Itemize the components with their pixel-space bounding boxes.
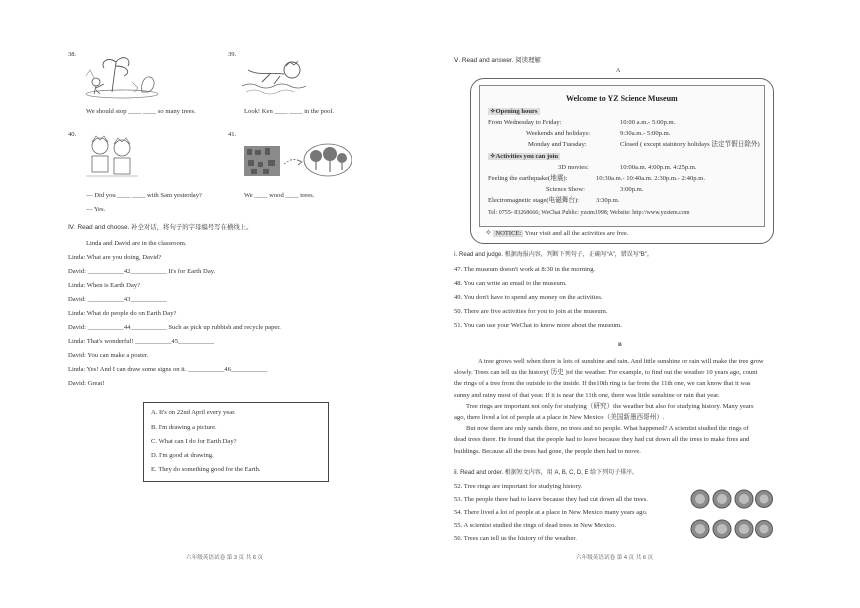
part-b-label: B [618,342,622,348]
judge-item-50: 50. There are five activities for you to join at the museum. [454,308,608,315]
choice-b: B. I'm drawing a picture. [151,424,217,431]
passage-line-4: sunny and rainy most of that year. If it is near the 11th one, there was little sunshine or rain that year. [454,391,720,399]
notice-row [485,228,628,238]
hours-row-1-value: 10:00 a.m.- 5:00p.m. [620,119,676,126]
dialogue-line-4: Linda: When is Earth Day? [68,282,141,289]
activity-3-value: 3:00p.m. [620,186,644,193]
dialogue-line-1: Linda and David are in the classroom. [86,240,187,247]
hours-row-3-label: Monday and Tuesday: [528,141,587,148]
order-item-53: 53. The people there had to leave because they had cut down all the trees. [454,496,648,503]
dialogue-line-3: David: ___________42___________ It's for Earth Day. [68,268,216,275]
judge-title: ⅰ. Read and judge. 根据海报内容，判断下列句子，正确写“A”，错误写“B”。 [454,252,653,258]
activity-2-label: Feeling the earthquake(地震): [488,175,568,182]
item-39-number: 39. [228,51,237,58]
activity-4-label: Electromagnetic stage(电磁舞台): [488,197,579,204]
part-a-label: A [616,68,621,74]
activity-1-value: 10:00a.m. 4:00p.m. 4:25p.m. [620,164,697,171]
judge-item-47: 47. The museum doesn't work at 8:30 in the morning. [454,266,596,273]
judge-item-49: 49. You don't have to spend any money on the activities. [454,294,603,301]
passage-line-7: But now there are only sands there, no trees and no people. What happened? A scientist studied the rings of [466,425,749,433]
passage-line-8: dead trees there. He found that the people had to leave because they had cut down all the trees to make fires and [454,436,750,444]
sparkle-icon: ✧ [485,228,492,237]
poster-contact: Tel: 0755- 83268666; WeChat Public: yzstm1998; Website: http://www.yzstem.com [488,210,690,216]
kids-playing-image [82,132,142,182]
order-item-52: 52. Tree rings are important for studying history. [454,483,583,490]
tree-cutting-image [82,52,162,100]
star-icon: ✧ [490,108,496,115]
opening-hours-tag [488,108,540,116]
left-page-footer: 六年级英语试卷 第 3 页 共 6 页 [186,555,264,561]
boy-swimming-image [240,56,314,96]
item-40-number: 40. [68,131,77,138]
dialogue-line-7: David: ___________44___________ Such as pick up rubbish and recycle paper. [68,324,281,331]
hours-row-1-label: From Wednesday to Friday: [488,119,562,126]
passage-line-1: A tree grows well when there is lots of sunshine and rain. And little sunshine or rain will make the tree grow [478,358,764,365]
star-icon: ✧ [490,153,496,160]
choice-a: A. It's on 22nd April every year. [151,409,236,416]
dialogue-line-6: Linda: What do people do on Earth Day? [68,310,177,317]
choice-c: C. What can I do for Earth Day? [151,438,237,445]
activities-tag [488,153,560,161]
opening-hours-label: Opening hours [495,108,538,115]
dialogue-line-8: Linda: That's wonderful! ___________45___________ [68,338,215,345]
order-item-54: 54. There lived a lot of people at a place in New Mexico many years ago. [454,509,648,516]
section5-title: Ⅴ. Read and answer. 阅读理解 [454,57,541,64]
item-38-sentence: We should stop ____ ____ so many trees. [86,108,196,115]
item-41-number: 41. [228,131,237,138]
passage-line-9: buildings. Because all the trees had gone, the people then had to move. [454,447,641,455]
museum-poster [470,78,774,244]
hours-row-3-value: Closed ( except statutory holidays 法定节假日除外) [620,141,760,148]
hours-row-2-label: Weekends and holidays: [526,130,590,137]
order-item-55: 55. A scientist studied the rings of dead trees in New Mexico. [454,522,617,529]
judge-item-48: 48. You can write an email to the museum. [454,280,567,287]
judge-item-51: 51. You can use your WeChat to know more about the museum. [454,322,622,329]
passage-line-2: slowly. Trees can tell us the history( 历史 )of the weather. For example, to find out the weather 10 years ago, count [454,369,758,377]
activity-1-label: 3D movies: [558,164,589,171]
poster-panel [479,85,765,227]
choice-e: E. They do something good for the Earth. [151,466,261,473]
notice-text: Your visit and all the activities are free. [524,230,629,237]
item-40-reply: — Yes. [86,206,106,213]
dialogue-line-9: David: You can make a poster. [68,352,149,359]
passage [454,356,788,457]
answer-circles [688,488,774,544]
dialogue-line-5: David: ___________43___________ [68,296,167,303]
hours-row-2-value: 9:30a.m.- 5:00p.m. [620,130,671,137]
activities-label: Activities you can join [495,153,558,160]
right-page-footer: 六年级英语试卷 第 4 页 共 6 页 [576,555,654,561]
item-38-number: 38. [68,51,77,58]
order-item-56: 56. Trees can tell us the history of the weather. [454,535,577,542]
passage-line-5: Tree rings are important not only for studying（研究）the weather but also for studying history. Many years [466,402,754,410]
item-41-sentence: We ____ wood ____ trees. [244,192,315,199]
poster-title: Welcome to YZ Science Museum [566,94,678,103]
item-39-sentence: Look! Ken ____ ____ in the pool. [244,108,334,115]
section4-title: Ⅳ. Read and choose. 补全对话，将句子的字母编号写在横线上。 [68,224,253,231]
dialogue-line-10: Linda: Yes! And I can draw some signs on it. ___________46___________ [68,366,268,373]
activity-2-value: 10:30a.m.- 10:40a.m. 2:30p.m.- 2:40p.m. [596,175,705,182]
dialogue-line-11: David: Great! [68,380,105,387]
activity-3-label: Science Show: [546,186,586,193]
passage-line-6: ago, there lived a lot of people at a place in New Mexico（美国新墨西哥州）. [454,414,665,422]
choices-box [143,402,329,482]
order-title: ⅱ. Read and order. 根据短文内容，用 A, B, C, D, E 给下列句子排序。 [454,470,639,476]
item-40-sentence: — Did you ____ ____ with Sam yesterday? [86,192,202,199]
activity-4-value: 3:30p.m. [596,197,620,204]
passage-line-3: the rings of a tree from the outside to the inside. If the10th ring is far from the 11th one, we can know that it was [454,380,751,388]
dialogue-line-2: Linda: What are you doing, David? [68,254,162,261]
notice-tag: NOTICE: [495,230,522,237]
wood-trees-image [242,140,352,180]
choice-d: D. I'm good at drawing. [151,452,214,459]
